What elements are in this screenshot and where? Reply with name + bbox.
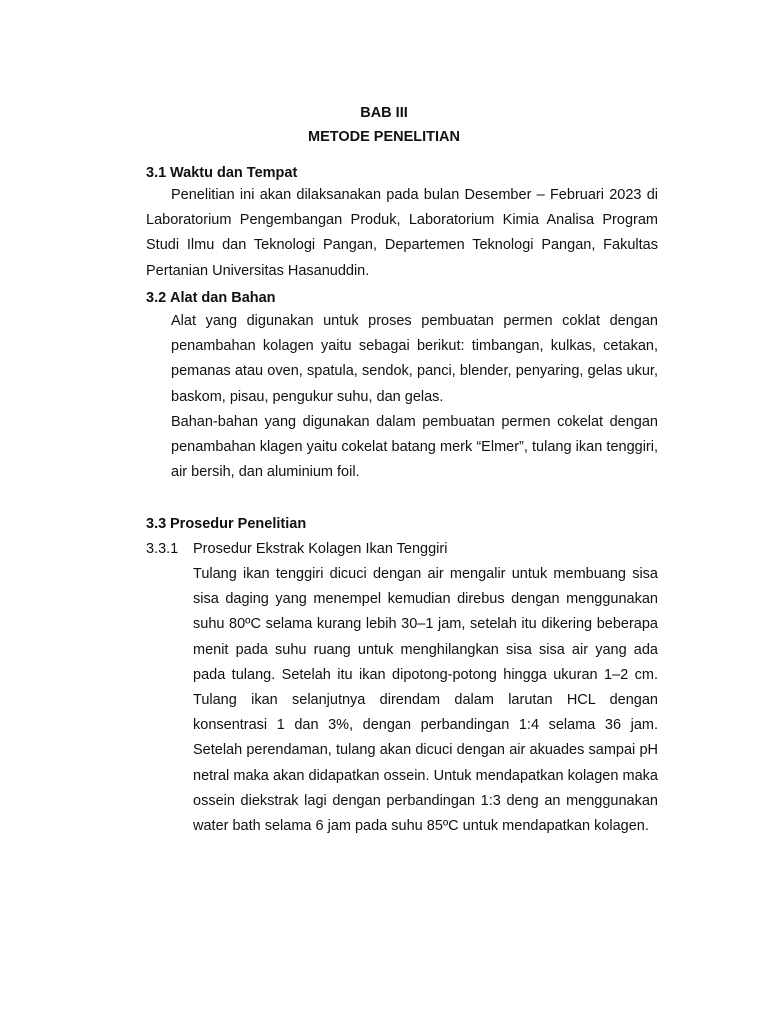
section-heading-3-3 <box>146 515 306 533</box>
section-title: Prosedur Penelitian <box>170 516 307 532</box>
section-title: Waktu dan Tempat <box>170 165 298 181</box>
section-heading-3-2 <box>146 289 276 307</box>
section-heading-3-1 <box>146 164 297 182</box>
paragraph-alat: Alat yang digunakan untuk proses pembuatan permen coklat dengan penambahan kolagen yaitu sebagai berikut: timbangan, kulkas, cetakan, pemanas atau oven, spatula, sendok, panci, blender, penyaring, gelas ukur, baskom, pisau, pengukur suhu, dan gelas. <box>171 313 658 405</box>
chapter-label: BAB III <box>360 105 408 121</box>
subsection-heading-3-3-1 <box>146 540 447 558</box>
subsection-number: 3.3.1 <box>146 541 179 557</box>
section-number: 3.2 <box>146 290 167 306</box>
paragraph-prosedur-kolagen: Tulang ikan tenggiri dicuci dengan air mengalir untuk membuang sisa sisa daging yang menempel kemudian direbus dengan menggunakan suhu 80ºC selama kurang lebih 30–1 jam, setelah itu dikering beberapa menit pada suhu ruang untuk menghilangkan sisa sisa air yang ada pada tulang. Setelah itu ikan dipotong-potong hingga ukuran 1–2 cm. Tulang ikan selanjutnya direndam dalam larutan HCL dengan konsentrasi 1 dan 3%, dengan perbandingan 1:4 selama 36 jam. Setelah perendaman, tulang akan dicuci dengan air akuades sampai pH netral maka akan didapatkan ossein. Untuk mendapatkan kolagen maka ossein diekstrak lagi dengan perbandingan 1:3 deng an menggunakan water bath selama 6 jam pada suhu 85ºC untuk mendapatkan kolagen. <box>193 566 658 835</box>
paragraph-waktu-tempat: Penelitian ini akan dilaksanakan pada bulan Desember – Februari 2023 di Laboratorium Pengembangan Produk, Laboratorium Kimia Analisa Program Studi Ilmu dan Teknologi Pangan, Departemen Teknologi Pangan, Fakultas Pertanian Universitas Hasanuddin. <box>146 187 658 279</box>
section-title: Alat dan Bahan <box>170 290 276 306</box>
subsection-title: Prosedur Ekstrak Kolagen Ikan Tenggiri <box>193 541 448 557</box>
chapter-title: METODE PENELITIAN <box>308 129 460 145</box>
paragraph-bahan: Bahan-bahan yang digunakan dalam pembuatan permen cokelat dengan penambahan klagen yaitu cokelat batang merk “Elmer”, tulang ikan tenggiri, air bersih, dan aluminium foil. <box>171 414 658 481</box>
section-number: 3.1 <box>146 165 167 181</box>
section-number: 3.3 <box>146 516 167 532</box>
